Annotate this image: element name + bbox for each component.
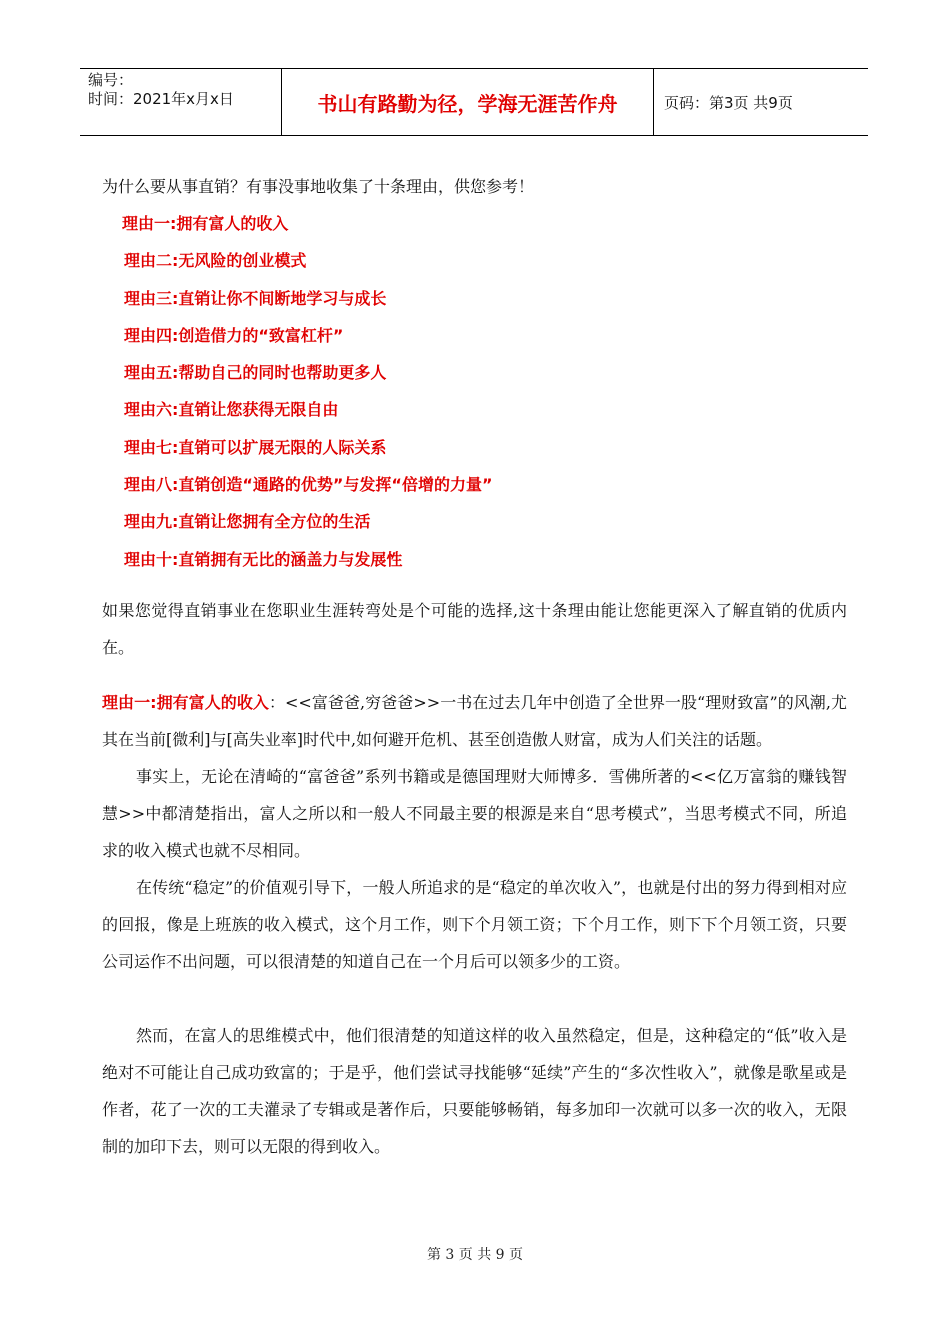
reason-item-5: 理由五:帮助自己的同时也帮助更多人 [124, 363, 387, 383]
section1-lead-text: ：<<富爸爸,穷爸爸>>一书在过去几年中创造了全世界一股“理财致富”的风潮,尤其在当前[微利]与[高失业率]时代中,如何避开危机、甚至创造傲人财富，成为人们关注的话题。 [102, 692, 847, 749]
spacer [102, 666, 847, 684]
document-body [102, 168, 847, 1165]
header-motto: 书山有路勤为径，学海无涯苦作舟 [281, 69, 654, 135]
reason-item-4: 理由四:创造借力的“致富杠杆” [124, 325, 344, 345]
reason-item-1: 理由一:拥有富人的收入 [122, 214, 289, 233]
summary-paragraph: 如果您觉得直销事业在您职业生涯转弯处是个可能的选择,这十条理由能让您能更深入了解直销的优质内在。 [102, 600, 847, 657]
reasons-list [102, 205, 847, 578]
reason-item-9: 理由九:直销让您拥有全方位的生活 [124, 512, 371, 532]
section1-paragraph-3: 在传统“稳定”的价值观引导下，一般人所追求的是“稳定的单次收入”，也就是付出的努力得到相对应的回报，像是上班族的收入模式，这个月工作，则下个月领工资；下个月工作，则下下个月领工资，只要公司运作不出问题，可以很清楚的知道自己在一个月后可以领多少的工资。 [102, 877, 847, 971]
section1-heading: 理由一:拥有富人的收入 [102, 692, 269, 712]
header-time-label: 时间：2021年x月x日 [88, 90, 234, 108]
header-number-label: 编号： [88, 71, 134, 89]
spacer [102, 980, 847, 1017]
reason-item-7: 理由七:直销可以扩展无限的人际关系 [124, 437, 387, 457]
header-page-label: 页码：第3页 共9页 [664, 93, 793, 112]
section1-paragraph-2: 事实上，无论在清崎的“富爸爸”系列书籍或是德国理财大师博多．雪佛所著的<<亿万富翁的赚钱智慧>>中都清楚指出，富人之所以和一般人不同最主要的根源是来自“思考模式”，当思考模式不同，所追求的收入模式也就不尽相同。 [102, 766, 847, 860]
page-footer: 第 3 页 共 9 页 [426, 1247, 524, 1263]
reason-item-2: 理由二:无风险的创业模式 [124, 251, 307, 271]
reason-item-8: 理由八:直销创造“通路的优势”与发挥“倍增的力量” [124, 475, 493, 495]
section1-lead-paragraph [102, 684, 847, 758]
reason-item-6: 理由六:直销让您获得无限自由 [124, 400, 339, 420]
intro-paragraph: 为什么要从事直销？有事没事地收集了十条理由，供您参考！ [102, 177, 535, 196]
reason-item-3: 理由三:直销让你不间断地学习与成长 [124, 288, 387, 308]
document-header [80, 68, 868, 136]
header-meta [80, 69, 281, 135]
spacer [102, 578, 847, 592]
section1-paragraph-4: 然而，在富人的思维模式中，他们很清楚的知道这样的收入虽然稳定，但是，这种稳定的“低”收入是绝对不可能让自己成功致富的；于是乎，他们尝试寻找能够“延续”产生的“多次性收入”，就像是歌星或是作者，花了一次的工夫灌录了专辑或是著作后，只要能够畅销，每多加印一次就可以多一次的收入，无限制的加印下去，则可以无限的得到收入。 [102, 1025, 847, 1156]
reason-item-10: 理由十:直销拥有无比的涵盖力与发展性 [124, 549, 403, 569]
